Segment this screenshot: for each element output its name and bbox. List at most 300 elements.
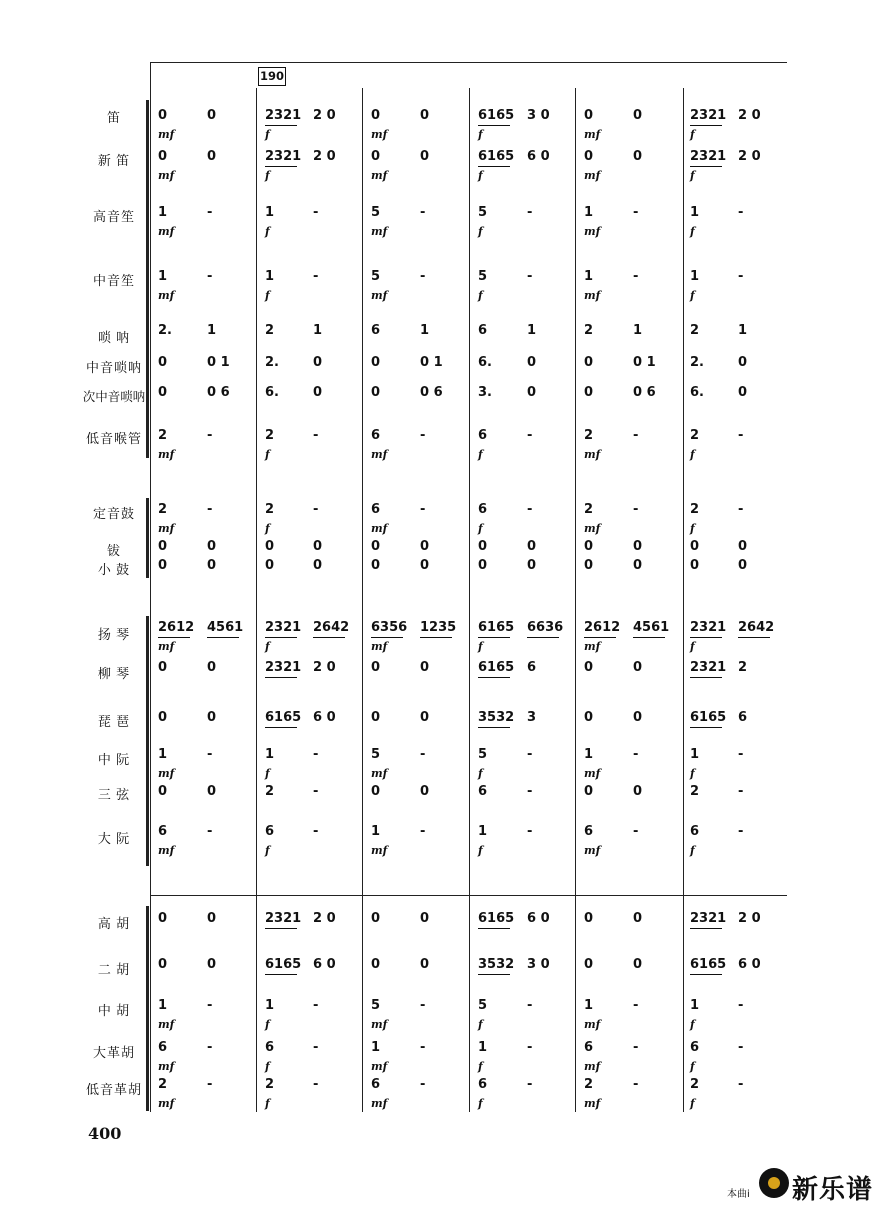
dynamic-mark: f xyxy=(478,225,483,238)
note-yangqin-9: 4561 xyxy=(633,620,670,635)
beam-line xyxy=(265,928,297,929)
note-dagehu-7: - xyxy=(527,1040,533,1055)
dynamic-mark: f xyxy=(690,522,695,535)
note-gaohu-6: 6165 xyxy=(478,911,515,926)
note-sheng_g-0: 1 xyxy=(158,205,168,220)
beam-line xyxy=(265,974,297,975)
note-bo-8: 0 xyxy=(584,539,594,554)
rehearsal-mark: 190 xyxy=(258,67,286,86)
note-dagehu-10: 6 xyxy=(690,1040,700,1055)
note-di-0: 0 xyxy=(158,108,168,123)
dynamic-mark: mf xyxy=(371,128,388,141)
note-suona-5: 1 xyxy=(420,323,430,338)
note-yangqin-11: 2642 xyxy=(738,620,775,635)
note-suona-2: 2 xyxy=(265,323,275,338)
note-bo-2: 0 xyxy=(265,539,275,554)
note-sanxian-2: 2 xyxy=(265,784,275,799)
beam-line xyxy=(738,637,770,638)
note-bo-0: 0 xyxy=(158,539,168,554)
note-yangqin-3: 2642 xyxy=(313,620,350,635)
note-sheng_g-2: 1 xyxy=(265,205,275,220)
note-zhongruan-7: - xyxy=(527,747,533,762)
note-xindi-9: 0 xyxy=(633,149,643,164)
label-diyingehu: 低音革胡 xyxy=(85,1082,142,1097)
beam-line xyxy=(478,928,510,929)
note-diyingehu-2: 2 xyxy=(265,1077,275,1092)
note-erhu-1: 0 xyxy=(207,957,217,972)
dynamic-mark: mf xyxy=(584,225,601,238)
label-pipa: 琵 琶 xyxy=(97,714,131,729)
dynamic-mark: mf xyxy=(584,522,601,535)
beam-line xyxy=(584,637,616,638)
barline-3 xyxy=(469,88,470,1112)
note-zsuona-5: 0 1 xyxy=(420,355,443,370)
note-yangqin-0: 2612 xyxy=(158,620,195,635)
dynamic-mark: mf xyxy=(158,225,175,238)
note-sheng_z-9: - xyxy=(633,269,639,284)
note-erhu-10: 6165 xyxy=(690,957,727,972)
label-liuqin: 柳 琴 xyxy=(97,666,131,681)
dynamic-mark: f xyxy=(690,1097,695,1110)
note-zhonghu-1: - xyxy=(207,998,213,1013)
note-sheng_z-10: 1 xyxy=(690,269,700,284)
note-czsuona-8: 0 xyxy=(584,385,594,400)
beam-line xyxy=(313,637,345,638)
note-sheng_g-4: 5 xyxy=(371,205,381,220)
note-czsuona-9: 0 6 xyxy=(633,385,656,400)
note-liuqin-2: 2321 xyxy=(265,660,302,675)
note-suona-6: 6 xyxy=(478,323,488,338)
note-gaohu-7: 6 0 xyxy=(527,911,550,926)
dynamic-mark: mf xyxy=(371,448,388,461)
note-zhongruan-4: 5 xyxy=(371,747,381,762)
note-zsuona-3: 0 xyxy=(313,355,323,370)
note-xiaogu-4: 0 xyxy=(371,558,381,573)
note-yangqin-5: 1235 xyxy=(420,620,457,635)
note-liuqin-11: 2 xyxy=(738,660,748,675)
dynamic-mark: f xyxy=(265,844,270,857)
dynamic-mark: mf xyxy=(584,128,601,141)
note-diyingehu-11: - xyxy=(738,1077,744,1092)
note-erhu-5: 0 xyxy=(420,957,430,972)
dynamic-mark: f xyxy=(478,169,483,182)
dynamic-mark: f xyxy=(478,640,483,653)
note-xiaogu-7: 0 xyxy=(527,558,537,573)
note-bo-4: 0 xyxy=(371,539,381,554)
note-xindi-3: 2 0 xyxy=(313,149,336,164)
note-erhu-8: 0 xyxy=(584,957,594,972)
dynamic-mark: mf xyxy=(584,1097,601,1110)
note-sheng_z-11: - xyxy=(738,269,744,284)
note-xindi-4: 0 xyxy=(371,149,381,164)
note-daruan-1: - xyxy=(207,824,213,839)
label-cizhongyinsuona: 次中音唢呐 xyxy=(82,390,146,404)
note-sheng_z-4: 5 xyxy=(371,269,381,284)
note-suona-9: 1 xyxy=(633,323,643,338)
note-liuqin-5: 0 xyxy=(420,660,430,675)
beam-line xyxy=(371,637,403,638)
barline-2 xyxy=(362,88,363,1112)
label-zhongyinsuona: 中音唢呐 xyxy=(85,360,142,375)
note-xindi-1: 0 xyxy=(207,149,217,164)
dynamic-mark: f xyxy=(690,169,695,182)
note-zhongruan-1: - xyxy=(207,747,213,762)
note-gaohu-10: 2321 xyxy=(690,911,727,926)
dynamic-mark: f xyxy=(690,448,695,461)
beam-line xyxy=(420,637,452,638)
beam-line xyxy=(690,727,722,728)
note-pipa-1: 0 xyxy=(207,710,217,725)
note-czsuona-11: 0 xyxy=(738,385,748,400)
note-erhu-9: 0 xyxy=(633,957,643,972)
note-erhu-2: 6165 xyxy=(265,957,302,972)
note-zhongruan-3: - xyxy=(313,747,319,762)
label-zhongruan: 中 阮 xyxy=(97,752,131,767)
note-timp-10: 2 xyxy=(690,502,700,517)
barline-5 xyxy=(683,88,684,1112)
note-pipa-3: 6 0 xyxy=(313,710,336,725)
note-xindi-11: 2 0 xyxy=(738,149,761,164)
note-sheng_z-1: - xyxy=(207,269,213,284)
note-zhongruan-8: 1 xyxy=(584,747,594,762)
note-yangqin-8: 2612 xyxy=(584,620,621,635)
note-houguan-8: 2 xyxy=(584,428,594,443)
note-suona-8: 2 xyxy=(584,323,594,338)
beam-line xyxy=(690,166,722,167)
dynamic-mark: mf xyxy=(584,640,601,653)
note-liuqin-3: 2 0 xyxy=(313,660,336,675)
beam-line xyxy=(690,928,722,929)
note-zhonghu-5: - xyxy=(420,998,426,1013)
dynamic-mark: mf xyxy=(371,289,388,302)
note-czsuona-2: 6. xyxy=(265,385,279,400)
note-timp-4: 6 xyxy=(371,502,381,517)
note-gaohu-5: 0 xyxy=(420,911,430,926)
note-gaohu-9: 0 xyxy=(633,911,643,926)
note-di-10: 2321 xyxy=(690,108,727,123)
note-diyingehu-10: 2 xyxy=(690,1077,700,1092)
dynamic-mark: f xyxy=(690,225,695,238)
dynamic-mark: mf xyxy=(584,169,601,182)
note-daruan-2: 6 xyxy=(265,824,275,839)
dynamic-mark: f xyxy=(478,289,483,302)
dynamic-mark: f xyxy=(690,640,695,653)
note-houguan-7: - xyxy=(527,428,533,443)
note-houguan-2: 2 xyxy=(265,428,275,443)
note-bo-3: 0 xyxy=(313,539,323,554)
note-sheng_g-5: - xyxy=(420,205,426,220)
note-czsuona-1: 0 6 xyxy=(207,385,230,400)
note-bo-7: 0 xyxy=(527,539,537,554)
note-zhonghu-2: 1 xyxy=(265,998,275,1013)
note-dagehu-4: 1 xyxy=(371,1040,381,1055)
note-liuqin-7: 6 xyxy=(527,660,537,675)
dynamic-mark: mf xyxy=(371,169,388,182)
dynamic-mark: mf xyxy=(584,1018,601,1031)
note-sanxian-8: 0 xyxy=(584,784,594,799)
note-daruan-3: - xyxy=(313,824,319,839)
note-erhu-11: 6 0 xyxy=(738,957,761,972)
label-dingyingu: 定音鼓 xyxy=(92,506,135,521)
note-suona-10: 2 xyxy=(690,323,700,338)
dynamic-mark: f xyxy=(478,767,483,780)
note-diyingehu-9: - xyxy=(633,1077,639,1092)
beam-line xyxy=(690,125,722,126)
note-erhu-7: 3 0 xyxy=(527,957,550,972)
dynamic-mark: f xyxy=(478,1018,483,1031)
note-daruan-8: 6 xyxy=(584,824,594,839)
note-di-4: 0 xyxy=(371,108,381,123)
note-di-1: 0 xyxy=(207,108,217,123)
dynamic-mark: mf xyxy=(371,767,388,780)
note-timp-5: - xyxy=(420,502,426,517)
note-czsuona-5: 0 6 xyxy=(420,385,443,400)
note-xiaogu-3: 0 xyxy=(313,558,323,573)
dynamic-mark: f xyxy=(478,128,483,141)
dynamic-mark: f xyxy=(690,1060,695,1073)
note-xindi-2: 2321 xyxy=(265,149,302,164)
beam-line xyxy=(207,637,239,638)
note-zsuona-2: 2. xyxy=(265,355,279,370)
note-liuqin-4: 0 xyxy=(371,660,381,675)
dynamic-mark: f xyxy=(265,1018,270,1031)
note-zsuona-11: 0 xyxy=(738,355,748,370)
label-diyinhouguan: 低音喉管 xyxy=(85,431,142,446)
beam-line xyxy=(265,637,297,638)
note-zhonghu-8: 1 xyxy=(584,998,594,1013)
dynamic-mark: mf xyxy=(584,1060,601,1073)
note-zhongruan-2: 1 xyxy=(265,747,275,762)
note-di-7: 3 0 xyxy=(527,108,550,123)
note-sanxian-3: - xyxy=(313,784,319,799)
note-timp-8: 2 xyxy=(584,502,594,517)
beam-line xyxy=(690,637,722,638)
dynamic-mark: mf xyxy=(584,448,601,461)
note-czsuona-4: 0 xyxy=(371,385,381,400)
logo-text: 新乐谱 xyxy=(792,1175,874,1205)
note-gaohu-2: 2321 xyxy=(265,911,302,926)
note-sanxian-9: 0 xyxy=(633,784,643,799)
dynamic-mark: mf xyxy=(371,1018,388,1031)
note-yangqin-10: 2321 xyxy=(690,620,727,635)
dynamic-mark: f xyxy=(690,767,695,780)
page-number: 400 xyxy=(88,1124,122,1143)
dynamic-mark: f xyxy=(690,128,695,141)
dynamic-mark: f xyxy=(265,640,270,653)
note-timp-2: 2 xyxy=(265,502,275,517)
note-daruan-7: - xyxy=(527,824,533,839)
note-czsuona-6: 3. xyxy=(478,385,492,400)
note-dagehu-0: 6 xyxy=(158,1040,168,1055)
dynamic-mark: f xyxy=(265,1097,270,1110)
note-xindi-8: 0 xyxy=(584,149,594,164)
note-liuqin-10: 2321 xyxy=(690,660,727,675)
beam-line xyxy=(478,166,510,167)
note-daruan-0: 6 xyxy=(158,824,168,839)
note-timp-1: - xyxy=(207,502,213,517)
note-pipa-9: 0 xyxy=(633,710,643,725)
note-zsuona-6: 6. xyxy=(478,355,492,370)
note-zhonghu-3: - xyxy=(313,998,319,1013)
label-zhonghu: 中 胡 xyxy=(97,1003,131,1018)
dynamic-mark: f xyxy=(690,289,695,302)
note-houguan-1: - xyxy=(207,428,213,443)
dynamic-mark: f xyxy=(265,128,270,141)
note-sanxian-5: 0 xyxy=(420,784,430,799)
note-gaohu-8: 0 xyxy=(584,911,594,926)
note-suona-0: 2. xyxy=(158,323,172,338)
dynamic-mark: mf xyxy=(371,1097,388,1110)
note-sheng_g-3: - xyxy=(313,205,319,220)
beam-line xyxy=(265,677,297,678)
note-bo-5: 0 xyxy=(420,539,430,554)
note-zhonghu-9: - xyxy=(633,998,639,1013)
note-liuqin-9: 0 xyxy=(633,660,643,675)
note-pipa-8: 0 xyxy=(584,710,594,725)
dynamic-mark: f xyxy=(478,844,483,857)
top-rule xyxy=(151,62,787,63)
note-zsuona-10: 2. xyxy=(690,355,704,370)
beam-line xyxy=(690,974,722,975)
note-timp-11: - xyxy=(738,502,744,517)
dynamic-mark: mf xyxy=(371,1060,388,1073)
note-dagehu-8: 6 xyxy=(584,1040,594,1055)
note-erhu-6: 3532 xyxy=(478,957,515,972)
note-dagehu-3: - xyxy=(313,1040,319,1055)
note-zsuona-8: 0 xyxy=(584,355,594,370)
footer-text: 本曲i xyxy=(727,1189,750,1200)
note-zsuona-4: 0 xyxy=(371,355,381,370)
note-diyingehu-4: 6 xyxy=(371,1077,381,1092)
note-xindi-5: 0 xyxy=(420,149,430,164)
note-zhongruan-0: 1 xyxy=(158,747,168,762)
note-liuqin-8: 0 xyxy=(584,660,594,675)
note-bo-6: 0 xyxy=(478,539,488,554)
note-di-6: 6165 xyxy=(478,108,515,123)
note-sanxian-0: 0 xyxy=(158,784,168,799)
note-yangqin-6: 6165 xyxy=(478,620,515,635)
label-zhongyinsheng: 中音笙 xyxy=(92,273,135,288)
note-czsuona-3: 0 xyxy=(313,385,323,400)
label-gaoyinsheng: 高音笙 xyxy=(92,209,135,224)
note-xiaogu-0: 0 xyxy=(158,558,168,573)
note-erhu-0: 0 xyxy=(158,957,168,972)
note-erhu-3: 6 0 xyxy=(313,957,336,972)
note-zsuona-9: 0 1 xyxy=(633,355,656,370)
note-di-5: 0 xyxy=(420,108,430,123)
note-zhonghu-0: 1 xyxy=(158,998,168,1013)
note-xiaogu-1: 0 xyxy=(207,558,217,573)
note-houguan-0: 2 xyxy=(158,428,168,443)
note-daruan-4: 1 xyxy=(371,824,381,839)
label-xiaogu: 小 鼓 xyxy=(97,562,131,577)
note-di-3: 2 0 xyxy=(313,108,336,123)
note-sheng_g-10: 1 xyxy=(690,205,700,220)
dynamic-mark: f xyxy=(478,522,483,535)
beam-line xyxy=(265,166,297,167)
note-liuqin-0: 0 xyxy=(158,660,168,675)
note-dagehu-1: - xyxy=(207,1040,213,1055)
dynamic-mark: mf xyxy=(158,1018,175,1031)
note-sanxian-6: 6 xyxy=(478,784,488,799)
note-zhonghu-11: - xyxy=(738,998,744,1013)
note-sheng_g-1: - xyxy=(207,205,213,220)
note-xindi-6: 6165 xyxy=(478,149,515,164)
note-dagehu-5: - xyxy=(420,1040,426,1055)
note-xiaogu-10: 0 xyxy=(690,558,700,573)
record-disc-icon xyxy=(759,1168,789,1198)
note-diyingehu-7: - xyxy=(527,1077,533,1092)
note-zhonghu-10: 1 xyxy=(690,998,700,1013)
dynamic-mark: mf xyxy=(158,640,175,653)
note-zsuona-7: 0 xyxy=(527,355,537,370)
note-zhongruan-9: - xyxy=(633,747,639,762)
group-separator xyxy=(151,895,787,896)
beam-line xyxy=(478,974,510,975)
note-bo-11: 0 xyxy=(738,539,748,554)
note-xiaogu-9: 0 xyxy=(633,558,643,573)
dynamic-mark: f xyxy=(265,767,270,780)
note-houguan-3: - xyxy=(313,428,319,443)
note-suona-4: 6 xyxy=(371,323,381,338)
note-zhongruan-6: 5 xyxy=(478,747,488,762)
label-di: 笛 xyxy=(106,110,121,125)
note-houguan-6: 6 xyxy=(478,428,488,443)
dynamic-mark: mf xyxy=(158,169,175,182)
note-zhongruan-10: 1 xyxy=(690,747,700,762)
beam-line xyxy=(478,125,510,126)
label-daruan: 大 阮 xyxy=(97,831,131,846)
label-suona: 唢 呐 xyxy=(97,330,131,345)
note-sheng_z-6: 5 xyxy=(478,269,488,284)
beam-line xyxy=(158,637,190,638)
dynamic-mark: mf xyxy=(584,767,601,780)
note-liuqin-6: 6165 xyxy=(478,660,515,675)
note-daruan-5: - xyxy=(420,824,426,839)
label-dagehu: 大革胡 xyxy=(92,1045,135,1060)
note-diyingehu-8: 2 xyxy=(584,1077,594,1092)
note-di-8: 0 xyxy=(584,108,594,123)
note-pipa-0: 0 xyxy=(158,710,168,725)
note-houguan-4: 6 xyxy=(371,428,381,443)
note-diyingehu-6: 6 xyxy=(478,1077,488,1092)
note-yangqin-4: 6356 xyxy=(371,620,408,635)
note-houguan-9: - xyxy=(633,428,639,443)
beam-line xyxy=(690,677,722,678)
dynamic-mark: mf xyxy=(584,289,601,302)
note-sheng_z-0: 1 xyxy=(158,269,168,284)
note-sheng_g-11: - xyxy=(738,205,744,220)
note-sheng_g-7: - xyxy=(527,205,533,220)
note-houguan-5: - xyxy=(420,428,426,443)
note-zsuona-1: 0 1 xyxy=(207,355,230,370)
note-xiaogu-11: 0 xyxy=(738,558,748,573)
note-diyingehu-1: - xyxy=(207,1077,213,1092)
note-xindi-7: 6 0 xyxy=(527,149,550,164)
note-daruan-9: - xyxy=(633,824,639,839)
label-xindi: 新 笛 xyxy=(97,153,131,168)
note-timp-3: - xyxy=(313,502,319,517)
dynamic-mark: mf xyxy=(158,128,175,141)
note-diyingehu-5: - xyxy=(420,1077,426,1092)
note-diyingehu-3: - xyxy=(313,1077,319,1092)
label-sanxian: 三 弦 xyxy=(97,787,131,802)
note-sheng_z-5: - xyxy=(420,269,426,284)
note-diyingehu-0: 2 xyxy=(158,1077,168,1092)
note-pipa-10: 6165 xyxy=(690,710,727,725)
beam-line xyxy=(633,637,665,638)
label-gaohu: 高 胡 xyxy=(97,916,131,931)
